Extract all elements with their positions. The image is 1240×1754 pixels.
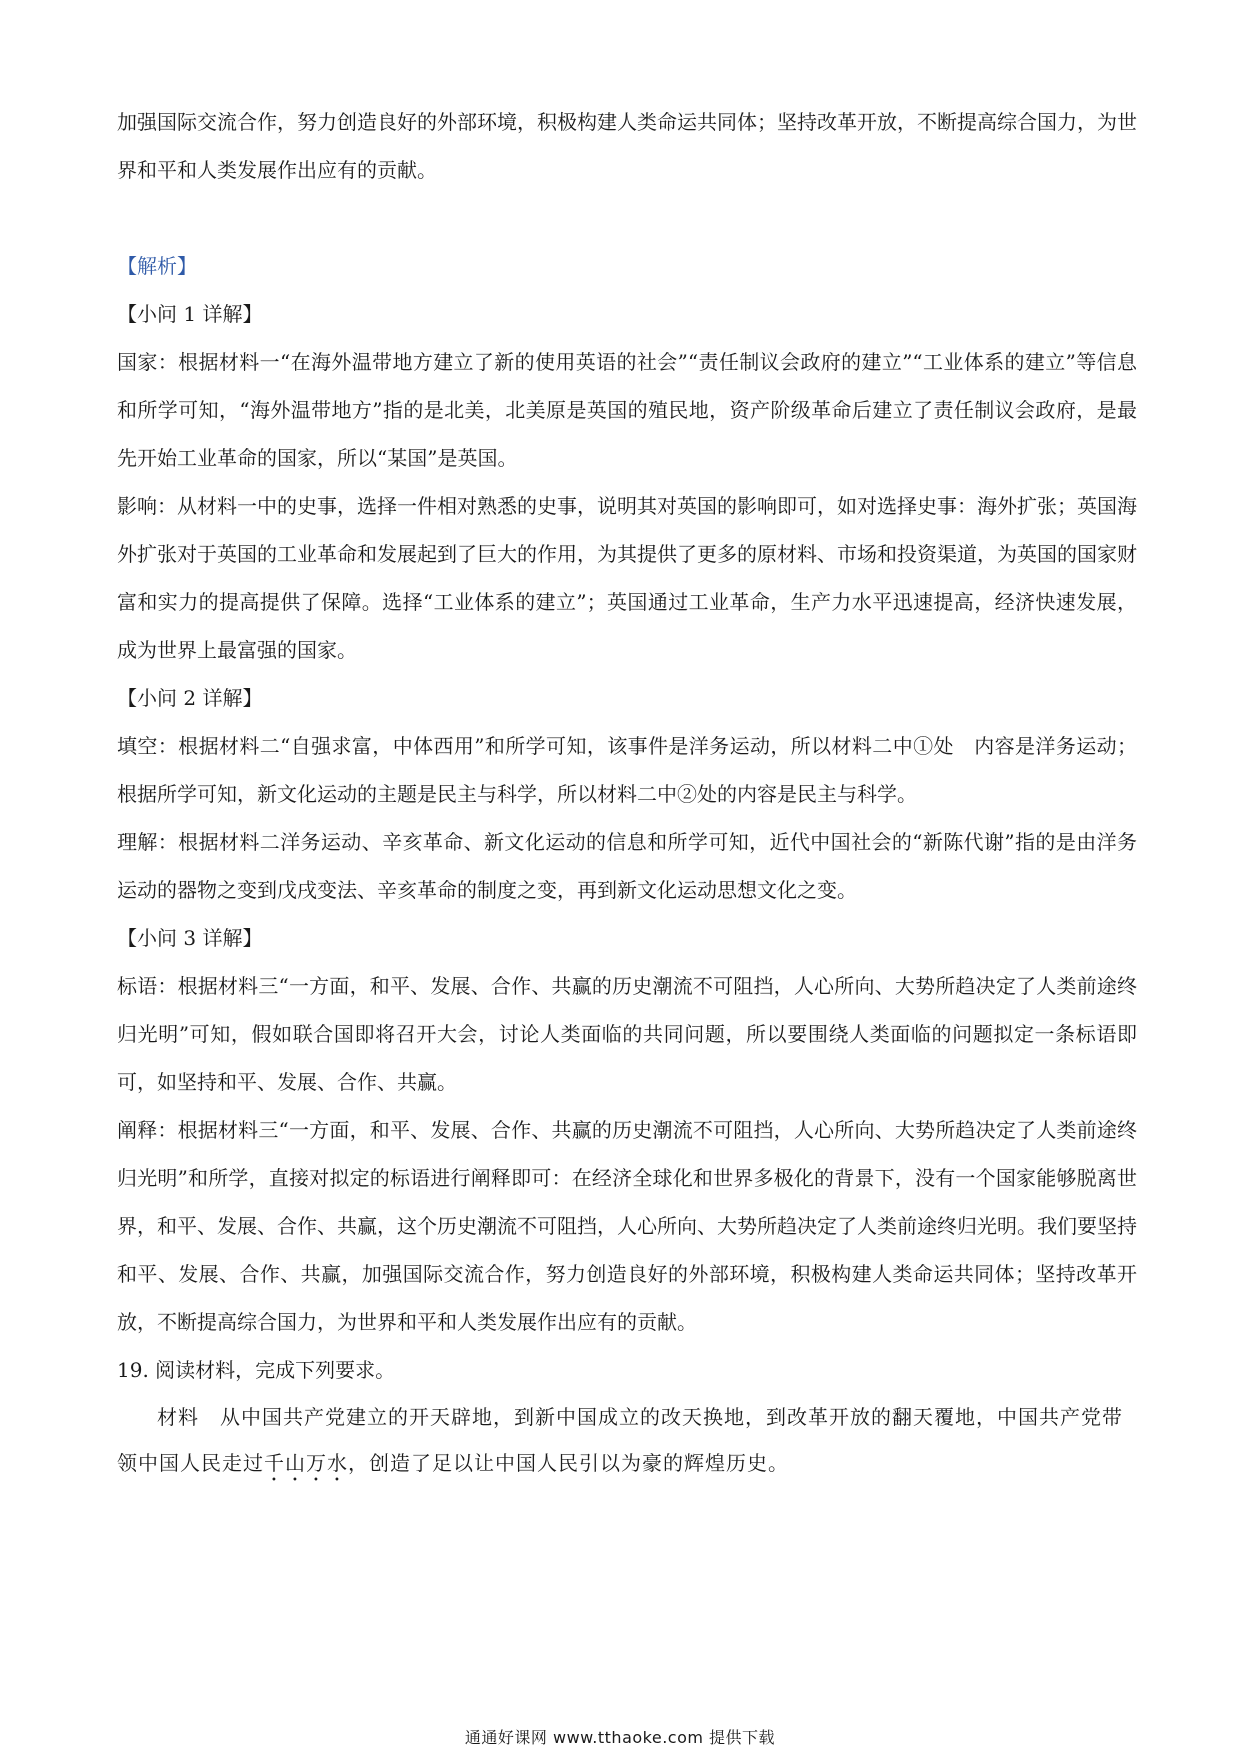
material-emphasis: 千山万水 [264,1451,348,1475]
spacer [117,194,1137,242]
material-paragraph [117,1394,1137,1486]
q3-heading: 【小问 3 详解】 [117,926,263,950]
continuation-paragraph: 加强国际交流合作，努力创造良好的外部环境，积极构建人类命运共同体；坚持改革开放，不断提高综合国力，为世界和平和人类发展作出应有的贡献。 [117,110,1137,182]
question-19-title: 19. 阅读材料，完成下列要求。 [117,1358,396,1382]
q2-understand-paragraph: 理解：根据材料二洋务运动、辛亥革命、新文化运动的信息和所学可知，近代中国社会的“新陈代谢”指的是由洋务运动的器物之变到戊戌变法、辛亥革命的制度之变，再到新文化运动思想文化之变。 [117,830,1137,902]
q1-heading: 【小问 1 详解】 [117,302,263,326]
q1-influence-paragraph: 影响：从材料一中的史事，选择一件相对熟悉的史事，说明其对英国的影响即可，如对选择史事：海外扩张；英国海外扩张对于英国的工业革命和发展起到了巨大的作用，为其提供了更多的原材料、市场和投资渠道，为英国的国家财富和实力的提高提供了保障。选择“工业体系的建立”；英国通过工业革命，生产力水平迅速提高，经济快速发展，成为世界上最富强的国家。 [117,494,1137,662]
q2-heading: 【小问 2 详解】 [117,686,263,710]
q3-slogan-paragraph: 标语：根据材料三“一方面，和平、发展、合作、共赢的历史潮流不可阻挡，人心所向、大势所趋决定了人类前途终归光明”可知，假如联合国即将召开大会，讨论人类面临的共同问题，所以要围绕人类面临的问题拟定一条标语即可，如坚持和平、发展、合作、共赢。 [117,974,1137,1094]
q1-country-paragraph: 国家：根据材料一“在海外温带地方建立了新的使用英语的社会”“责任制议会政府的建立”“工业体系的建立”等信息和所学可知，“海外温带地方”指的是北美，北美原是英国的殖民地，资产阶级革命后建立了责任制议会政府，是最先开始工业革命的国家，所以“某国”是英国。 [117,350,1137,470]
material-text-after: ，创造了足以让中国人民引以为豪的辉煌历史。 [348,1451,789,1475]
material-text-before: 材料 从中国共产党建立的开天辟地，到新中国成立的改天换地，到改革开放的翻天覆地，中国共产党带领中国人民走过 [117,1405,1123,1475]
document-page [117,98,1137,1486]
page-footer: 通通好课网 www.tthaoke.com 提供下载 [464,1728,776,1747]
analysis-heading: 【解析】 [117,254,197,278]
q3-explain-paragraph: 阐释：根据材料三“一方面，和平、发展、合作、共赢的历史潮流不可阻挡，人心所向、大势所趋决定了人类前途终归光明”和所学，直接对拟定的标语进行阐释即可：在经济全球化和世界多极化的背景下，没有一个国家能够脱离世界，和平、发展、合作、共赢，这个历史潮流不可阻挡，人心所向、大势所趋决定了人类前途终归光明。我们要坚持和平、发展、合作、共赢，加强国际交流合作，努力创造良好的外部环境，积极构建人类命运共同体；坚持改革开放，不断提高综合国力，为世界和平和人类发展作出应有的贡献。 [117,1118,1137,1334]
q2-fill-paragraph: 填空：根据材料二“自强求富，中体西用”和所学可知，该事件是洋务运动，所以材料二中①处 内容是洋务运动；根据所学可知，新文化运动的主题是民主与科学，所以材料二中②处的内容是民主与科学。 [117,734,1137,806]
